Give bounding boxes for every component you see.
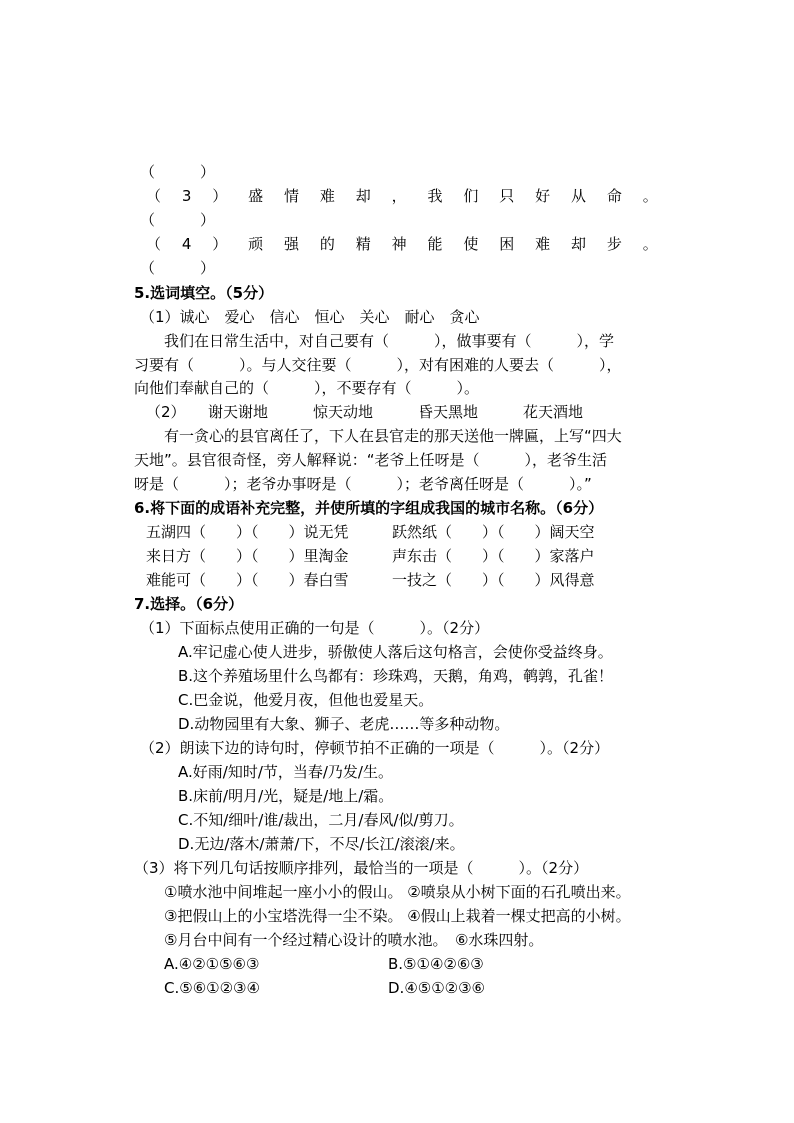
char: 们 xyxy=(463,187,479,205)
sentence-3 xyxy=(146,186,658,206)
q7-2-option-b: B.床前/明月/光，疑是/地上/霜。 xyxy=(178,787,394,805)
q7-1-option-d: D.动物园里有大象、狮子、老虎……等多种动物。 xyxy=(178,715,510,733)
q7-2-option-a: A.好雨/知时/节，当春/乃发/生。 xyxy=(178,763,393,781)
q7-3-line3: ⑤月台中间有一个经过精心设计的喷水池。 ⑥水珠四射。 xyxy=(164,931,544,949)
q6-title: 6.将下面的成语补充完整，并使所填的字组成我国的城市名称。（6分） xyxy=(134,499,604,517)
blank-answer-2[interactable]: （ ） xyxy=(140,163,216,181)
char: 精 xyxy=(355,235,371,253)
q5-para2-line3: 呀是（ ）；老爷办事呀是（ ）；老爷离任呀是（ ）。” xyxy=(134,475,592,493)
q7-3-question: （3）将下列几句话按顺序排列，最恰当的一项是（ ）。（2分） xyxy=(134,859,589,877)
char: 使 xyxy=(463,235,479,253)
q7-2-option-d: D.无边/落木/萧萧/下，不尽/长江/滚滚/来。 xyxy=(178,835,465,853)
q7-title: 7.选择。（6分） xyxy=(134,595,244,613)
char: 难 xyxy=(535,235,551,253)
q5-para1-line3: 向他们奉献自己的（ ），不要存有（ ）。 xyxy=(134,379,480,397)
sentence-4 xyxy=(146,234,658,254)
char: 好 xyxy=(535,187,551,205)
q7-1-option-b: B.这个养殖场里什么鸟都有：珍珠鸡，天鹅，角鸡，鹌鹑，孔雀！ xyxy=(178,667,614,685)
char: 3 xyxy=(181,187,192,205)
char: 难 xyxy=(319,187,335,205)
q7-3-option-a: A.④②①⑤⑥③ xyxy=(164,955,260,973)
idiom-2-1: 来日方（ ）（ ）里淘金 xyxy=(146,547,349,565)
q7-3-line2: ③把假山上的小宝塔洗得一尘不染。 ④假山上栽着一棵丈把高的小树。 xyxy=(164,907,631,925)
idiom-1-2: 跃然纸（ ）（ ）阔天空 xyxy=(392,523,595,541)
q7-1-question: （1）下面标点使用正确的一句是（ ）。（2分） xyxy=(140,619,490,637)
q7-1-option-a: A.牢记虚心使人进步，骄傲使人落后这句格言，会使你受益终身。 xyxy=(178,643,613,661)
q5-word-bank-1: （1）诚心 爱心 信心 恒心 关心 耐心 贪心 xyxy=(140,308,480,326)
char: 4 xyxy=(181,235,192,253)
char: 却 xyxy=(355,187,371,205)
blank-answer-3[interactable]: （ ） xyxy=(140,211,216,229)
char: 能 xyxy=(427,235,443,253)
q5-word-bank-2: （2） 谢天谢地 惊天动地 昏天黑地 花天酒地 xyxy=(146,403,584,421)
char: 从 xyxy=(571,187,587,205)
q7-2-option-c: C.不知/细叶/谁/裁出，二月/春风/似/剪刀。 xyxy=(178,811,464,829)
char: 情 xyxy=(284,187,300,205)
q7-3-option-d: D.④⑤①②③⑥ xyxy=(388,979,486,997)
char: ， xyxy=(391,187,407,205)
q7-2-question: （2）朗读下边的诗句时，停顿节拍不正确的一项是（ ）。（2分） xyxy=(140,739,610,757)
char: （ xyxy=(146,187,162,205)
q5-para1-line2: 习要有（ ）。与人交往要（ ），对有困难的人要去（ ）， xyxy=(134,356,622,374)
idiom-1-1: 五湖四（ ）（ ）说无凭 xyxy=(146,523,349,541)
char: 。 xyxy=(642,235,658,253)
char: （ xyxy=(146,235,162,253)
char: 神 xyxy=(391,235,407,253)
idiom-3-1: 难能可（ ）（ ）春白雪 xyxy=(146,571,349,589)
q7-1-option-c: C.巴金说，他爱月夜，但他也爱星天。 xyxy=(178,691,434,709)
char: 的 xyxy=(319,235,335,253)
char: 。 xyxy=(642,187,658,205)
q5-para1-line1: 我们在日常生活中，对自己要有（ ），做事要有（ ），学 xyxy=(164,332,615,350)
char: 只 xyxy=(499,187,515,205)
blank-answer-4[interactable]: （ ） xyxy=(140,259,216,277)
char: 步 xyxy=(606,235,622,253)
char: ） xyxy=(212,187,228,205)
idiom-3-2: 一技之（ ）（ ）风得意 xyxy=(392,571,595,589)
char: 盛 xyxy=(248,187,264,205)
char: 我 xyxy=(427,187,443,205)
q5-para2-line1: 有一贪心的县官离任了，下人在县官走的那天送他一牌匾，上写“四大 xyxy=(164,427,622,445)
q5-para2-line2: 天地”。县官很奇怪，旁人解释说：“老爷上任呀是（ ），老爷生活 xyxy=(134,451,608,469)
char: 顽 xyxy=(248,235,264,253)
q5-title: 5.选词填空。（5分） xyxy=(134,284,274,302)
char: ） xyxy=(212,235,228,253)
q7-3-option-c: C.⑤⑥①②③④ xyxy=(164,979,260,997)
char: 却 xyxy=(571,235,587,253)
q7-3-option-b: B.⑤①④②⑥③ xyxy=(388,955,484,973)
char: 命 xyxy=(606,187,622,205)
idiom-2-2: 声东击（ ）（ ）家落户 xyxy=(392,547,595,565)
char: 困 xyxy=(499,235,515,253)
char: 强 xyxy=(284,235,300,253)
q7-3-line1: ①喷水池中间堆起一座小小的假山。 ②喷泉从小树下面的石孔喷出来。 xyxy=(164,883,631,901)
